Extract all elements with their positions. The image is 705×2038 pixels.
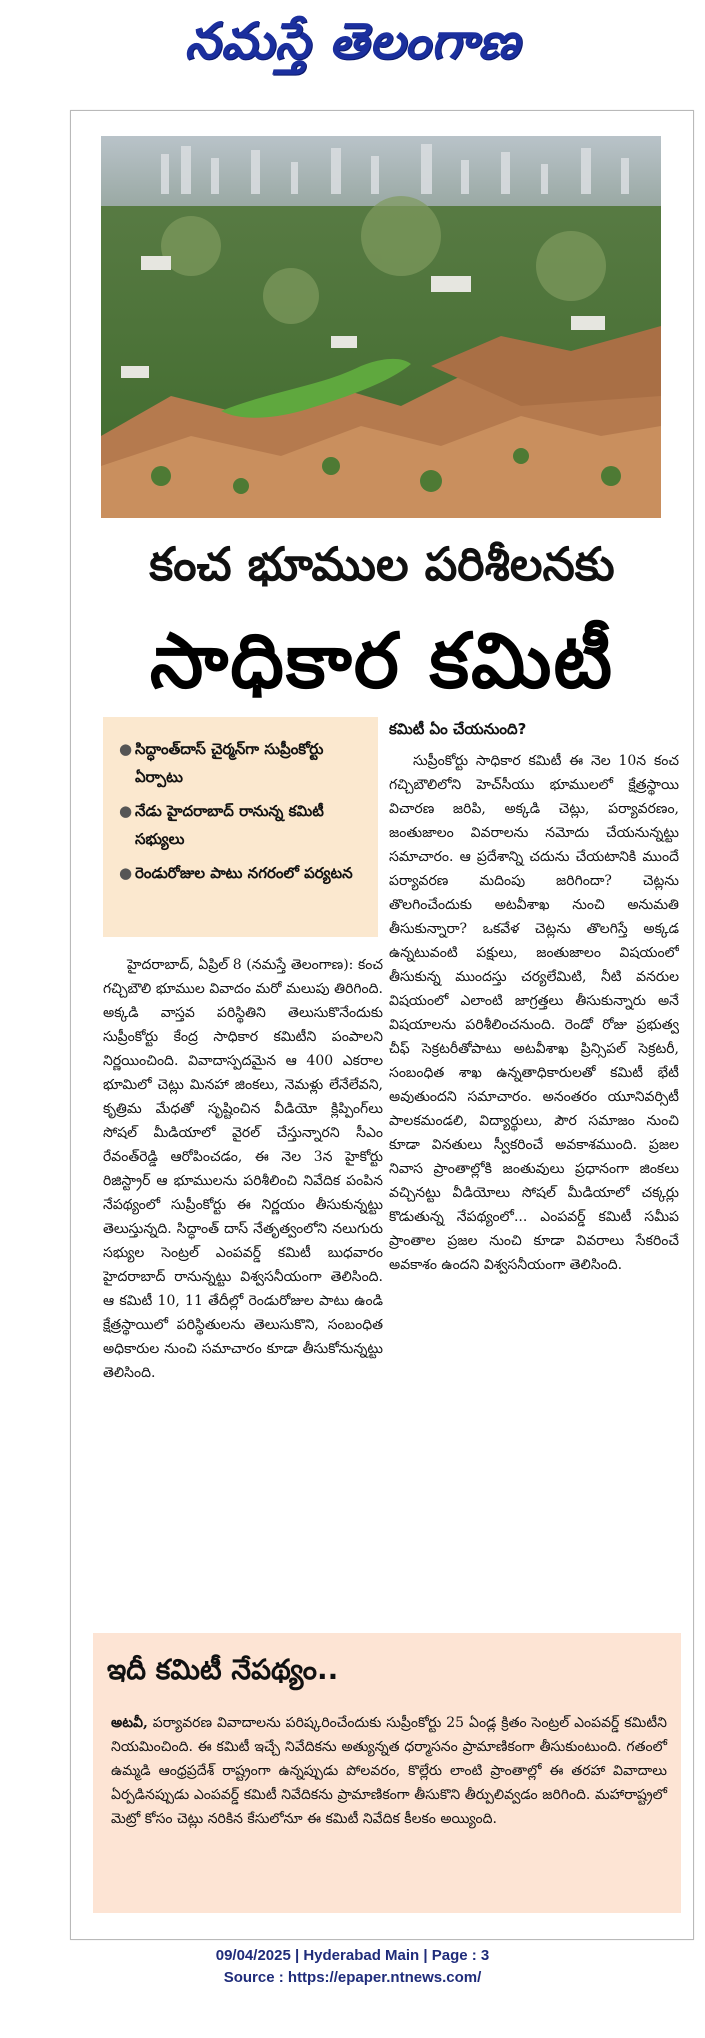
background-box-body: పర్యావరణ వివాదాలను పరిష్కరించేందుకు సుప్రీంకోర్టు 25 ఏండ్ల క్రితం సెంట్రల్ ఎంపవర్డ్ కమిటీని నియమించింది. ఈ కమిటీ ఇచ్చే నివేదికను అత్యున్నత ధర్మాసనం ప్రామాణికంగా తీసుకుంటుంది. గతంలో ఉమ్మడి ఆంధ్రప్రదేశ్ రాష్ట్రంగా ఉన్నప్పుడు పోలవరం, కొల్లేరు లాంటి ప్రాంతాల్లో ఈ తరహా వివాదాలు ఏర్పడినప్పుడు ఎంపవర్డ్ కమిటీ నివేదికను ప్రామాణికంగా తీసుకొని తీర్పులివ్వడం జరిగింది. మహారాష్ట్రలో మెట్రో కోసం చెట్లు నరికిన కేసులోనూ ఈ కమిటీ నివేదిక కీలకం అయ్యింది. xyxy=(111,1715,667,1827)
background-box-lead: అటవీ, xyxy=(111,1715,148,1731)
aerial-photo xyxy=(101,136,661,518)
headline-line-1: కంచ భూముల పరిశీలనకు xyxy=(149,537,615,591)
right-column-paragraph: సుప్రీంకోర్టు సాధికార కమిటీ ఈ నెల 10న కంచ గచ్చిబౌలిలోని హెచ్‌సీయు భూములలో క్షేత్రస్థాయి విచారణ జరిపి, అక్కడి చెట్లు, పర్యావరణం, జంతుజాలం వివరాలను నమోదు చేయనున్నట్టు సమాచారం. ఆ ప్రదేశాన్ని చదును చేయటానికి ముందే పర్యావరణ మదింపు జరిగిందా? చెట్లను తొలగించేందుకు అటవీశాఖ నుంచి అనుమతి తీసుకున్నారా? ఒకవేళ చెట్లను తొలగిస్తే అక్కడ ఉన్నటువంటి పక్షులు, జంతుజాలం విషయంలో తీసుకున్న ముందస్తు చర్యలేమిటి, నీటి వనరుల విషయంలో ఎలాంటి జాగ్రత్తలు తీసుకున్నారు అనే విషయాలను పరిశీలించనుంది. రెండో రోజు ప్రభుత్వ చీఫ్ సెక్రటరీతోపాటు అటవీశాఖ ప్రిన్సిపల్ సెక్రటరీ, సంబంధిత శాఖ ఉన్నతాధికారులతో కమిటీ భేటీ అవుతుందని సమాచారం. అనంతరం యూనివర్సిటీ పాలకమండలి, విద్యార్థులు, పౌర సమాజం నుంచి కూడా వినతులు స్వీకరించే అవకాశముంది. ప్రజల నివాస ప్రాంతాల్లోకి జంతువులు ప్రధానంగా జింకలు వచ్చినట్టు వీడియోలు సోషల్ మీడియాలో చక్కర్లు కొడుతున్న నేపథ్యంలో... ఎంపవర్డ్ కమిటీ సమీప ప్రాంతాల ప్రజల నుంచి కూడా వివరాలు సేకరించే అవకాశం ఉందని విశ్వసనీయంగా తెలిసింది. xyxy=(389,753,679,1273)
background-box xyxy=(93,1633,681,1913)
footer-date-edition: 09/04/2025 | Hyderabad Main | Page : 3 xyxy=(215,1947,490,1964)
background-box-heading: ఇదీ కమిటీ నేపథ్యం.. xyxy=(107,1653,339,1686)
highlights-box xyxy=(103,717,378,937)
highlight-item: ● రెండురోజుల పాటు నగరంలో పర్యటన xyxy=(119,859,364,887)
footer-source: Source : https://epaper.ntnews.com/ xyxy=(223,1969,482,1986)
headline-line-2: సాధికార కమిటీ xyxy=(149,616,615,705)
newspaper-logo-text: నమస్తే తెలంగాణ xyxy=(184,12,521,70)
right-column-subheading: కమిటీ ఏం చేయనుంది? xyxy=(389,720,527,738)
background-box-text xyxy=(111,1711,667,1831)
highlight-item: ● సిద్ధాంత్‌దాస్ చైర్మన్‌గా సుప్రీంకోర్టు ఏర్పాటు xyxy=(119,735,364,791)
page-footer xyxy=(0,1945,705,1989)
bullet-icon: ● xyxy=(119,740,133,758)
article-clipping xyxy=(70,110,694,1940)
highlight-item: ● నేడు హైదరాబాద్ రానున్న కమిటీ సభ్యులు xyxy=(119,797,364,853)
left-column-paragraph: హైదరాబాద్, ఏప్రిల్ 8 (నమస్తే తెలంగాణ): కంచ గచ్చిబౌలి భూముల వివాదం మరో మలుపు తిరిగింది. అక్కడి వాస్తవ పరిస్థితిని తెలుసుకొనేందుకు సుప్రీంకోర్టు కేంద్ర సాధికార కమిటీని పంపాలని నిర్ణయించింది. వివాదాస్పదమైన ఆ 400 ఎకరాల భూమిలో చెట్లు మినహా జింకలు, నెమళ్లు లేనేలేవని, కృత్రిమ మేధతో సృష్టించిన వీడియో క్లిప్పింగ్‌లు సోషల్ మీడియాలో వైరల్ చేస్తున్నారని సీఎం రేవంత్‌రెడ్డి ఆరోపించడం, ఈ నెల 3న హైకోర్టు రిజిస్ట్రార్ ఆ భూములను పరిశీలించి నివేదిక పంపిన నేపథ్యంలో సుప్రీంకోర్టు ఈ నిర్ణయం తీసుకున్నట్టు తెలుస్తున్నది. సిద్ధాంత్ దాస్ నేతృత్వంలోని నలుగురు సభ్యుల సెంట్రల్ ఎంపవర్డ్ కమిటీ బుధవారం హైదరాబాద్ రానున్నట్టు విశ్వసనీయంగా తెలిసింది. ఆ కమిటీ 10, 11 తేదీల్లో రెండురోజుల పాటు ఉండి క్షేత్రస్థాయిలో పరిస్థితులను తెలుసుకొని, సంబంధిత అధికారుల నుంచి సమాచారం కూడా తీసుకోనున్నట్టు తెలిసింది. xyxy=(103,957,383,1381)
bullet-icon: ● xyxy=(119,864,133,882)
left-column-body xyxy=(103,953,383,1593)
bullet-icon: ● xyxy=(119,802,133,820)
right-column-body xyxy=(389,717,679,1593)
masthead xyxy=(0,0,705,95)
